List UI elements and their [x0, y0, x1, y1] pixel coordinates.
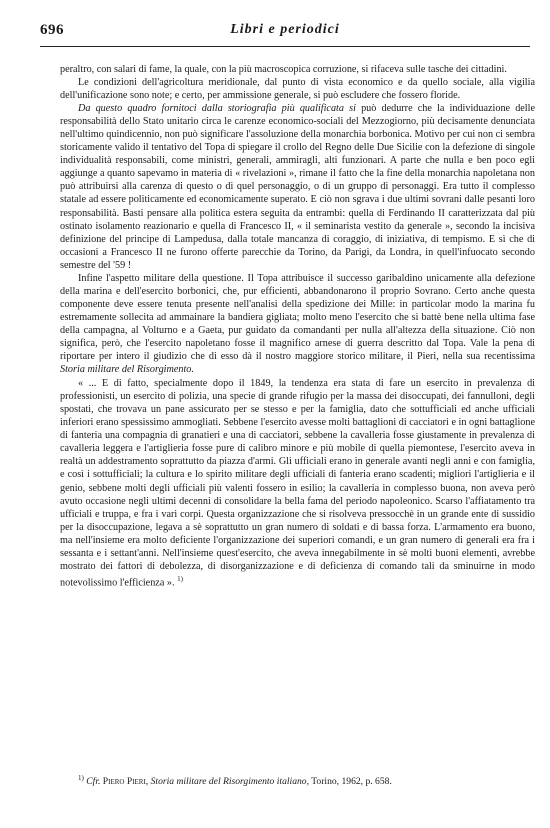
italic-lead-text: Da questo quadro fornitoci dalla storiografia più qualificata si: [78, 103, 356, 115]
footnote-publication: Torino, 1962, p. 658.: [311, 776, 392, 788]
body-text: [60, 63, 535, 589]
footnote-title: Storia militare del Risorgimento italiano,: [150, 776, 309, 788]
paragraph: [60, 272, 535, 376]
quote-text: « ... E di fatto, specialmente dopo il 1849, la tendenza era stata di fare un esercito in prevalenza di professionisti, un esercito di polizia, una specie di grande rifugio per la massa dei disoccupati, dei fannulloni, degli spostati, che trovava un pane assicurato per se stesso e per la famiglia, dato che sottufficiali ed anche ufficiali inferiori erano spessissimo ammogliati. Sebbene l'esercito avesse molti battaglioni di cacciatori e in ogni battaglione di fanteria una compagnia di granatieri e una di cacciatori, sebbene la cavalleria fosse giustamente in prevalenza di cavalleria leggera e l'artiglieria fosse pure di calibro minore e più mobile di quella piemontese, l'esercito aveva in realtà un addestramento soprattutto da piazza d'armi. Gli ufficiali erano in generale avanti negli anni e con famiglia, e così i sottufficiali; la cultura e lo spirito militare degli ufficiali di fanteria erano scadenti; migliori l'artiglieria e il genio, sebbene molti degli ufficiali più valenti fossero in esilio; la cavalleria in complesso buona, non aveva però avuto occasione negli ultimi decenni di consolidare la bella fama del periodo napoleonico. Scarso l'affiatamento tra ufficiali e truppa, e fra i vari corpi. Questa organizzazione che si risolveva pressocchè in un grande ente di sussidio per la disoccupazione, legava a sè soprattutto un gran numero di soldati e di bassa forza. L'armamento era buono, ma nell'insieme era molto deficiente l'organizzazione dei superiori comandi, e un gran numero di generali era fra i sessanta e i settant'anni. Nell'insieme quest'esercito, che aveva innegabilmente in sè molti buoni elementi, avrebbe mostrato dei fattori di debolezza, di disorganizzazione e di deficienza di comando tali da sminuirne in modo notevolissimo l'efficienza ».: [60, 378, 535, 589]
footnote: [60, 772, 535, 788]
paragraph-text: può dedurre che la individuazione delle responsabilità dello Stato unitario circa le carenze economico-sociali del Mezzogiorno, più decisamente denunciata nell'ultimo quindicennio, non può significare l'assoluzione della monarchia borbonica. Motivo per cui non ci sembra storicamente valido il tentativo del Topa di spiegare il crollo del Regno delle Due Sicilie con la defezione di singole individualità responsabili, come ministri, generali, ammiragli, alti funzionari. A parte che nulla e ben poco egli aggiunge a quanto sapevamo in materia di « rivelazioni », rimane il fatto che la fine della monarchia napoletana non può attribuirsi alla carenza di questo o di quel personaggio, o di un gruppo di personaggi. Era tutto il complesso statale ad essere politicamente ed economicamente superato. E ciò non sgrava i due ultimi sovrani dalle pesanti loro responsabilità. Basti pensare alla politica estera seguita da entrambi: quella di Ferdinando II caratterizzata dal più ostinato isolamento reazionario e quella di Francesco II, « il seminarista vestito da generale », secondo la incisiva definizione del principe di Lampedusa, dalla totale mancanza di coraggio, di iniziativa, di tempismo. E sì che di occasioni a Francesco II ne furono offerte parecchie da Torino, da Parigi, da Londra, in quell'infuocato secondo semestre del '59 !: [60, 103, 535, 271]
page-number: 696: [40, 22, 64, 38]
footnote-author: Piero Pieri,: [102, 776, 149, 788]
block-quote: [60, 377, 535, 589]
paragraph-text: peraltro, con salari di fame, la quale, con la più macroscopica corruzione, si rifaceva sulle tasche dei cittadini.: [60, 64, 507, 75]
paragraph: [60, 102, 535, 272]
footnote-cfr: Cfr.: [86, 776, 101, 788]
paragraph-text: Infine l'aspetto militare della questione. Il Topa attribuisce il successo garibaldino unicamente alla defezione della marina e dell'esercito borbonici, che, pur efficienti, abbandonarono il proprio Sovrano. Certo anche questa componente deve essere tenuta presente nell'analisi della spedizione dei Mille: in particolar modo la marina fu estremamente sollecita ad ammainare la bandiera gigliata; molto meno l'esercito che si battè bene nella ultima fase della campagna, al Volturno e a Gaeta, pur guidato da comandanti per nulla all'altezza della situazione. Ciò non significa, però, che l'esercito napoletano fosse il magnifico arnese di guerra descritto dal Topa. Vale la pena di riportare per intero il giudizio che di esso dà il nostro maggiore storico militare, il Pieri, nella sua recentissima: [60, 272, 535, 363]
paragraph: [60, 76, 535, 102]
paragraph: [60, 63, 535, 76]
paragraph-text: Le condizioni dell'agricoltura meridionale, dal punto di vista economico e da quello sociale, alla vigilia dell'unificazione sono note; e certo, per ammissione generale, si può escludere che fossero floride.: [60, 77, 535, 102]
running-title: Libri e periodici: [230, 22, 340, 37]
footnote-reference: 1): [177, 574, 183, 583]
book-title-italic: Storia militare del Risorgimento.: [60, 364, 194, 376]
footnote-marker: 1): [78, 774, 84, 782]
page-header: [40, 22, 530, 47]
